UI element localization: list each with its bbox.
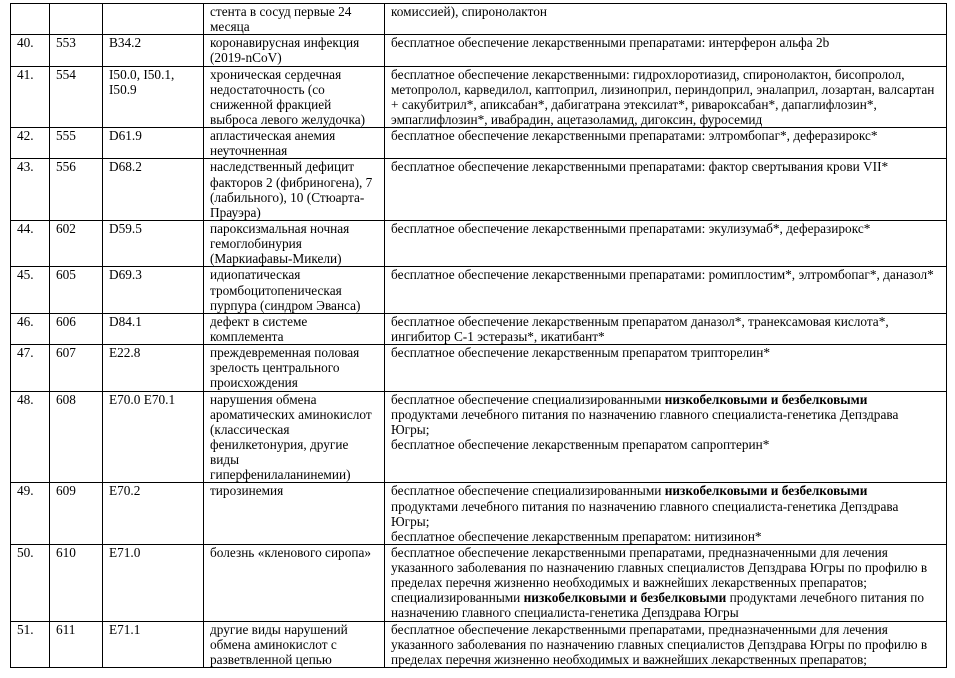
text-line: бесплатное обеспечение лекарственными: гидрохлоротиазид, спиронолактон, бисопролол, xyxy=(391,66,905,82)
table-row xyxy=(11,159,947,221)
cell-icd-code xyxy=(103,313,204,344)
cell-disease-name xyxy=(204,66,385,128)
cell-icd-code xyxy=(103,345,204,391)
text-line: дефект в системе xyxy=(210,313,308,329)
text-line: разветвленной цепью xyxy=(210,651,332,667)
text-line: (2019-nCoV) xyxy=(210,50,282,66)
cell-disease-name xyxy=(204,4,385,35)
cell-row-number xyxy=(11,267,50,313)
cell-icd-code xyxy=(103,128,204,159)
disease-code: 609 xyxy=(56,483,76,499)
disease-code: 555 xyxy=(56,128,76,144)
cell-disease-name xyxy=(204,621,385,667)
row-number: 41. xyxy=(17,66,34,82)
text-line xyxy=(391,590,940,605)
row-number: 46. xyxy=(17,313,34,329)
disease-code: 602 xyxy=(56,220,76,236)
text-line: бесплатное обеспечение лекарственным препаратом даназол*, транексамовая кислота*, xyxy=(391,313,889,329)
cell-disease-name xyxy=(204,391,385,483)
text-line: бесплатное обеспечение лекарственным препаратом: нитизинон* xyxy=(391,528,762,544)
text-line: гиперфенилаланинемии) xyxy=(210,467,351,483)
cell-provision xyxy=(385,128,947,159)
text-line: обмена аминокислот с xyxy=(210,636,337,652)
text-line: D59.5 xyxy=(109,220,142,236)
cell-disease-code xyxy=(50,345,103,391)
table-row xyxy=(11,345,947,391)
text-line: пурпура (синдром Эванса) xyxy=(210,297,361,313)
cell-disease-code xyxy=(50,391,103,483)
disease-code: 611 xyxy=(56,621,76,637)
text-line: ингибитор С-1 эстеразы*, икатибант* xyxy=(391,328,605,344)
text-line: коронавирусная инфекция xyxy=(210,35,360,51)
text-line: бесплатное обеспечение лекарственными препаратами: элтромбопаг*, деферазирокс* xyxy=(391,128,878,144)
row-number: 45. xyxy=(17,267,34,283)
cell-provision xyxy=(385,66,947,128)
text-line: I50.9 xyxy=(109,81,137,97)
cell-disease-code xyxy=(50,544,103,621)
text-line: апластическая анемия xyxy=(210,128,336,144)
text-line: месяца xyxy=(210,19,250,35)
text-line: виды xyxy=(210,452,240,468)
text-line: бесплатное обеспечение лекарственными препаратами, предназначенными для лечения xyxy=(391,621,888,637)
text-line: зрелость центрального xyxy=(210,360,340,376)
cell-provision xyxy=(385,621,947,667)
row-number: 42. xyxy=(17,128,34,144)
text-line: фенилкетонурия, другие xyxy=(210,436,349,452)
cell-row-number xyxy=(11,220,50,266)
text-line: пределах перечня жизненно необходимых и важнейших лекарственных препаратов; xyxy=(391,575,867,591)
text-line: E71.0 xyxy=(109,544,141,560)
cell-row-number xyxy=(11,621,50,667)
cell-provision xyxy=(385,4,947,35)
text-segment: бесплатное обеспечение специализированными xyxy=(391,483,665,499)
disease-code xyxy=(56,4,96,19)
text-line: тромбоцитопеническая xyxy=(210,282,342,298)
text-line: неуточненная xyxy=(210,143,288,159)
text-line: бесплатное обеспечение лекарственными препаратами, предназначенными для лечения xyxy=(391,544,888,560)
text-segment: бесплатное обеспечение специализированными xyxy=(391,391,665,407)
text-line: D68.2 xyxy=(109,159,142,175)
table-row xyxy=(11,66,947,128)
table-row xyxy=(11,35,947,66)
cell-row-number xyxy=(11,345,50,391)
text-line: E71.1 xyxy=(109,621,141,637)
table-row xyxy=(11,267,947,313)
cell-disease-name xyxy=(204,544,385,621)
text-line: (Маркиафавы-Микели) xyxy=(210,251,342,267)
cell-icd-code xyxy=(103,4,204,35)
cell-icd-code xyxy=(103,391,204,483)
cell-provision xyxy=(385,313,947,344)
table-row xyxy=(11,313,947,344)
cell-row-number xyxy=(11,159,50,221)
row-number: 49. xyxy=(17,483,34,499)
cell-disease-code xyxy=(50,220,103,266)
text-line: недостаточность (со xyxy=(210,81,325,97)
text-segment: продуктами лечебного питания по xyxy=(726,590,925,606)
cell-provision xyxy=(385,345,947,391)
text-line: D61.9 xyxy=(109,128,142,144)
text-line: Югры; xyxy=(391,513,430,529)
cell-disease-code xyxy=(50,621,103,667)
text-line: преждевременная половая xyxy=(210,345,360,361)
text-line: (лабильного), 10 (Стюарта- xyxy=(210,189,365,205)
text-line: хроническая сердечная xyxy=(210,66,342,82)
text-line: D69.3 xyxy=(109,267,142,283)
cell-icd-code xyxy=(103,220,204,266)
row-number: 51. xyxy=(17,621,34,637)
text-line: тирозинемия xyxy=(210,483,284,499)
text-line: указанного заболевания по назначению главных специалистов Депздрава Югры по профилю в xyxy=(391,636,928,652)
cell-disease-name xyxy=(204,128,385,159)
bold-text: низкобелковыми и безбелковыми xyxy=(523,590,727,606)
cell-disease-code xyxy=(50,483,103,545)
text-line: продуктами лечебного питания по назначению главного специалиста-генетика Депздрава xyxy=(391,498,899,514)
cell-disease-name xyxy=(204,35,385,66)
bold-text: низкобелковыми и безбелковыми xyxy=(664,391,868,407)
cell-disease-code xyxy=(50,4,103,35)
disease-code: 608 xyxy=(56,391,76,407)
text-line: бесплатное обеспечение лекарственными препаратами: интерферон альфа 2b xyxy=(391,35,830,51)
cell-disease-code xyxy=(50,267,103,313)
text-line: Прауэра) xyxy=(210,204,261,220)
row-number: 43. xyxy=(17,159,34,175)
disease-code: 606 xyxy=(56,313,76,329)
text-line: стента в сосуд первые 24 xyxy=(210,4,352,19)
row-number: 50. xyxy=(17,544,34,560)
text-line: пароксизмальная ночная xyxy=(210,220,350,236)
cell-icd-code xyxy=(103,159,204,221)
table-row xyxy=(11,220,947,266)
disease-code: 607 xyxy=(56,345,76,361)
cell-row-number xyxy=(11,483,50,545)
table-row-continuation xyxy=(11,4,947,35)
text-line: наследственный дефицит xyxy=(210,159,355,175)
text-line: болезнь «кленового сиропа» xyxy=(210,544,372,560)
text-line: эмпаглифлозин*, ивабрадин, ацетазоламид, дигоксин, фуросемид xyxy=(391,111,763,127)
cell-provision xyxy=(385,35,947,66)
text-line: факторов 2 (фибриногена), 7 xyxy=(210,174,373,190)
bold-text: низкобелковыми и безбелковыми xyxy=(664,483,868,499)
text-line: нарушения обмена xyxy=(210,391,317,407)
text-line: гемоглобинурия xyxy=(210,236,302,252)
cell-row-number xyxy=(11,544,50,621)
text-line: I50.0, I50.1, xyxy=(109,66,175,82)
cell-row-number xyxy=(11,128,50,159)
table-row xyxy=(11,544,947,621)
text-line: другие виды нарушений xyxy=(210,621,348,637)
text-line: Югры; xyxy=(391,421,430,437)
cell-disease-name xyxy=(204,483,385,545)
cell-disease-name xyxy=(204,220,385,266)
text-segment: специализированными xyxy=(391,590,524,606)
row-number: 44. xyxy=(17,220,34,236)
text-line: назначению главного специалиста-генетика Депздрава Югры xyxy=(391,605,739,621)
table-row xyxy=(11,128,947,159)
cell-disease-code xyxy=(50,313,103,344)
text-line: комплемента xyxy=(210,328,284,344)
row-number xyxy=(17,4,43,19)
cell-icd-code xyxy=(103,544,204,621)
rare-disease-provision-table xyxy=(10,3,947,668)
cell-disease-code xyxy=(50,35,103,66)
cell-icd-code xyxy=(103,35,204,66)
cell-icd-code xyxy=(103,66,204,128)
disease-code: 556 xyxy=(56,159,76,175)
text-line: метопролол, карведилол, каптоприл, лизиноприл, периндоприл, эналаприл, лозартан, валсартан xyxy=(391,81,935,97)
cell-provision xyxy=(385,220,947,266)
text-line: + сакубитрил*, апиксабан*, дабигатрана этексилат*, ривароксабан*, дапаглифлозин*, xyxy=(391,96,877,112)
cell-disease-name xyxy=(204,345,385,391)
text-line: пределах перечня жизненно необходимых и важнейших лекарственных препаратов; xyxy=(391,651,867,667)
text-line: комиссией), спиронолактон xyxy=(391,4,547,19)
table-body xyxy=(11,4,947,668)
text-line: E70.0 E70.1 xyxy=(109,391,176,407)
table-row xyxy=(11,391,947,483)
table-row xyxy=(11,621,947,667)
cell-row-number xyxy=(11,66,50,128)
text-line: указанного заболевания по назначению главных специалистов Депздрава Югры по профилю в xyxy=(391,560,928,576)
text-line xyxy=(391,483,940,498)
text-line: E22.8 xyxy=(109,345,141,361)
text-line: (классическая xyxy=(210,421,290,437)
cell-provision xyxy=(385,267,947,313)
row-number: 47. xyxy=(17,345,34,361)
cell-icd-code xyxy=(103,267,204,313)
text-line: идиопатическая xyxy=(210,267,301,283)
disease-code: 553 xyxy=(56,35,76,51)
text-line: бесплатное обеспечение лекарственным препаратом сапроптерин* xyxy=(391,436,770,452)
text-line: происхождения xyxy=(210,375,298,391)
text-line: продуктами лечебного питания по назначению главного специалиста-генетика Депздрава xyxy=(391,406,899,422)
cell-provision xyxy=(385,544,947,621)
cell-provision xyxy=(385,391,947,483)
disease-code: 610 xyxy=(56,544,76,560)
text-line: E70.2 xyxy=(109,483,141,499)
cell-icd-code xyxy=(103,483,204,545)
text-line xyxy=(391,392,940,407)
text-line: бесплатное обеспечение лекарственными препаратами: фактор свертывания крови VII* xyxy=(391,159,889,175)
cell-provision xyxy=(385,159,947,221)
cell-provision xyxy=(385,483,947,545)
cell-disease-code xyxy=(50,128,103,159)
text-line: сниженной фракцией xyxy=(210,96,332,112)
cell-row-number xyxy=(11,35,50,66)
cell-disease-name xyxy=(204,313,385,344)
text-line: ароматических аминокислот xyxy=(210,406,372,422)
cell-disease-code xyxy=(50,159,103,221)
text-line: бесплатное обеспечение лекарственным препаратом трипторелин* xyxy=(391,345,771,361)
row-number: 48. xyxy=(17,391,34,407)
text-line: D84.1 xyxy=(109,313,142,329)
cell-icd-code xyxy=(103,621,204,667)
cell-row-number xyxy=(11,391,50,483)
text-line: выброса левого желудочка) xyxy=(210,111,366,127)
cell-row-number xyxy=(11,313,50,344)
text-line: B34.2 xyxy=(109,35,142,51)
cell-disease-name xyxy=(204,159,385,221)
cell-row-number xyxy=(11,4,50,35)
text-line: бесплатное обеспечение лекарственными препаратами: экулизумаб*, деферазирокс* xyxy=(391,220,871,236)
text-line: бесплатное обеспечение лекарственными препаратами: ромиплостим*, элтромбопаг*, даназол* xyxy=(391,267,934,283)
disease-code: 554 xyxy=(56,66,76,82)
disease-code: 605 xyxy=(56,267,76,283)
cell-disease-name xyxy=(204,267,385,313)
cell-disease-code xyxy=(50,66,103,128)
row-number: 40. xyxy=(17,35,34,51)
table-row xyxy=(11,483,947,545)
